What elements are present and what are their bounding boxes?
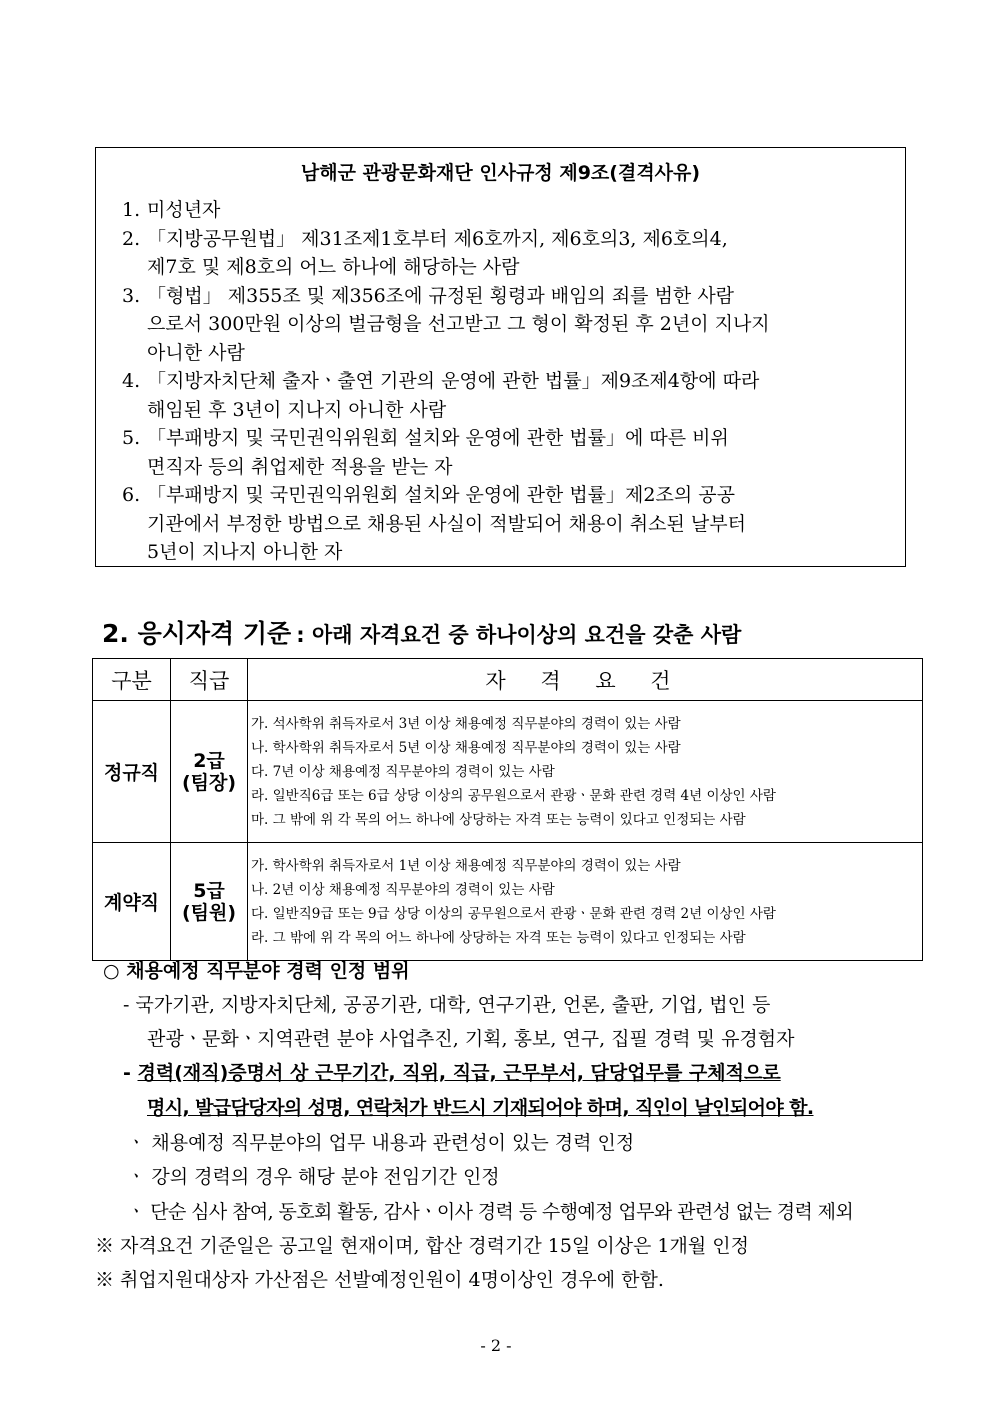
item-line: 으로서 300만원 이상의 벌금형을 선고받고 그 형이 확정된 후 2년이 지나지 [147, 313, 770, 335]
grade-cell [171, 843, 248, 961]
underlined-text: 경력(재직)증명서 상 근무기간, 직위, 직급, 근무부서, 담당업무를 구체적으로 [137, 1062, 781, 1084]
item-line: 5년이 지나지 아니한 자 [147, 541, 343, 563]
requirement-item: 가. 학사학위 취득자로서 1년 이상 채용예정 직무분야의 경력이 있는 사람 [251, 858, 681, 874]
note-dot-line: ㆍ 강의 경력의 경우 해당 분야 전임기간 인정 [127, 1166, 500, 1188]
list-item [122, 196, 885, 225]
table-row [93, 843, 923, 961]
table-header-row [93, 659, 923, 701]
list-item [122, 225, 885, 282]
grade-cell [171, 701, 248, 843]
item-line: 「부패방지 및 국민권익위원회 설치와 운영에 관한 법률」에 따른 비위 [147, 427, 729, 449]
requirement-item: 다. 일반직9급 또는 9급 상당 이상의 공무원으로서 관광ㆍ문화 관련 경력 2년 이상인 사람 [251, 906, 776, 922]
requirement-item: 마. 그 밖에 위 각 목의 어느 하나에 상당하는 자격 또는 능력이 있다고 인정되는 사람 [251, 812, 746, 828]
note-reference: ※ 자격요건 기준일은 공고일 현재이며, 합산 경력기간 15일 이상은 1개월 인정 [95, 1235, 749, 1257]
section-title: 2. 응시자격 기준 [102, 619, 292, 648]
table-row [93, 701, 923, 843]
item-line: 제7호 및 제8호의 어느 하나에 해당하는 사람 [147, 256, 520, 278]
item-number: 5. [122, 427, 141, 449]
list-item [122, 282, 885, 368]
qualification-table [92, 658, 923, 961]
employment-type: 정규직 [93, 701, 171, 843]
item-line: 기관에서 부정한 방법으로 채용된 사실이 적발되어 채용이 취소된 날부터 [147, 512, 746, 535]
header-grade: 직급 [171, 659, 248, 701]
dash-prefix: - [123, 1062, 138, 1084]
item-number: 4. [122, 370, 141, 392]
list-item [122, 367, 885, 424]
grade: 2급 [193, 749, 225, 772]
item-line: 해임된 후 3년이 지나지 아니한 사람 [147, 398, 447, 421]
section-subtitle: : 아래 자격요건 중 하나이상의 요건을 갖춘 사람 [296, 623, 742, 647]
note-dash-emphasis: 명시, 발급담당자의 성명, 연락처가 반드시 기재되어야 하며, 직인이 날인되어야 함. [147, 1097, 814, 1119]
item-number: 2. [122, 227, 141, 250]
note-dot-line: ㆍ 채용예정 직무분야의 업무 내용과 관련성이 있는 경력 인정 [127, 1132, 635, 1154]
requirement-item: 다. 7년 이상 채용예정 직무분야의 경력이 있는 사람 [251, 764, 555, 780]
item-line: 「형법」 제355조 및 제356조에 규정된 횡령과 배임의 죄를 범한 사람 [147, 284, 735, 307]
requirements-cell [248, 701, 923, 843]
item-number: 3. [122, 284, 141, 307]
item-line: 「부패방지 및 국민권익위원회 설치와 운영에 관한 법률」제2조의 공공 [147, 484, 735, 506]
requirement-item: 라. 일반직6급 또는 6급 상당 이상의 공무원으로서 관광ㆍ문화 관련 경력 4년 이상인 사람 [251, 788, 776, 804]
list-item [122, 424, 885, 481]
employment-type: 계약직 [93, 843, 171, 961]
notes-heading: ○ 채용예정 직무분야 경력 인정 범위 [103, 960, 410, 982]
item-line: 「지방자치단체 출자ㆍ출연 기관의 운영에 관한 법률」제9조제4항에 따라 [147, 370, 760, 392]
item-number: 1. [122, 199, 141, 221]
note-dash-line: 관광ㆍ문화ㆍ지역관련 분야 사업추진, 기획, 홍보, 연구, 집필 경력 및 유경험자 [147, 1028, 795, 1050]
item-line: 미성년자 [147, 199, 221, 221]
requirement-item: 나. 2년 이상 채용예정 직무분야의 경력이 있는 사람 [251, 882, 555, 898]
item-line: 「지방공무원법」 제31조제1호부터 제6호까지, 제6호의3, 제6호의4, [147, 227, 728, 250]
note-dash-line: - 국가기관, 지방자치단체, 공공기관, 대학, 연구기관, 언론, 출판, 기업, 법인 등 [123, 994, 771, 1016]
header-requirements: 자 격 요 건 [248, 659, 923, 701]
item-line: 아니한 사람 [147, 341, 245, 364]
note-dot-line: ㆍ 단순 심사 참여, 동호회 활동, 감사ㆍ이사 경력 등 수행예정 업무와 관련성 없는 경력 제외 [127, 1201, 854, 1223]
section-heading [102, 614, 741, 650]
requirement-item: 가. 석사학위 취득자로서 3년 이상 채용예정 직무분야의 경력이 있는 사람 [251, 716, 681, 732]
list-item [122, 481, 885, 567]
requirement-item: 나. 학사학위 취득자로서 5년 이상 채용예정 직무분야의 경력이 있는 사람 [251, 740, 681, 756]
requirements-cell [248, 843, 923, 961]
note-reference: ※ 취업지원대상자 가산점은 선발예정인원이 4명이상인 경우에 한함. [95, 1269, 664, 1291]
item-line: 면직자 등의 취업제한 적용을 받는 자 [147, 455, 453, 478]
box-title: 남해군 관광문화재단 인사규정 제9조(결격사유) [300, 162, 701, 184]
item-number: 6. [122, 484, 141, 506]
grade-role: (팀장) [181, 771, 237, 794]
disqualification-list [122, 196, 885, 567]
header-type: 구분 [93, 659, 171, 701]
grade-role: (팀원) [181, 901, 237, 924]
page-number: - 2 - [480, 1336, 512, 1355]
grade: 5급 [193, 879, 225, 902]
note-dash-emphasis [123, 1058, 781, 1085]
disqualification-box [95, 147, 906, 567]
requirement-item: 라. 그 밖에 위 각 목의 어느 하나에 상당하는 자격 또는 능력이 있다고 인정되는 사람 [251, 930, 746, 946]
